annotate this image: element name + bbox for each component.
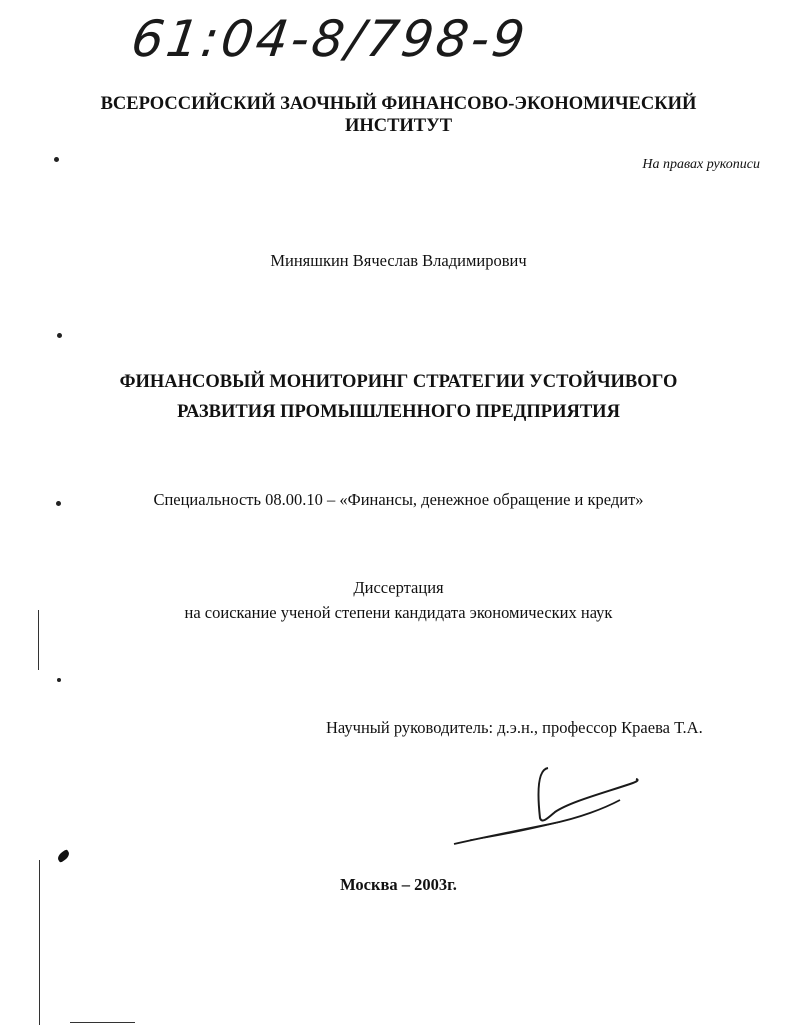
scan-mark [54, 157, 59, 162]
scan-smudge [56, 849, 71, 863]
scan-edge-line [38, 610, 39, 670]
thesis-title [0, 367, 797, 427]
institute-header [0, 93, 797, 137]
institute-line-1: ВСЕРОССИЙСКИЙ ЗАОЧНЫЙ ФИНАНСОВО-ЭКОНОМИЧЕСКИЙ [100, 94, 697, 114]
scan-mark [56, 501, 61, 506]
institute-line-2: ИНСТИТУТ [344, 116, 453, 136]
degree-line: на соискание ученой степени кандидата экономических наук [184, 603, 613, 622]
scan-edge-line [70, 1022, 135, 1023]
city-and-year: Москва – 2003г. [340, 875, 457, 894]
thesis-title-line-1: ФИНАНСОВЫЙ МОНИТОРИНГ СТРАТЕГИИ УСТОЙЧИВОГО [119, 372, 678, 392]
handwritten-catalog-number: 61:04-8/798-9 [127, 10, 532, 68]
scan-mark [57, 678, 61, 682]
specialty-line: Специальность 08.00.10 – «Финансы, денежное обращение и кредит» [153, 490, 644, 509]
supervisor-signature [440, 760, 660, 860]
supervisor-line: Научный руководитель: д.э.н., профессор Краева Т.А. [326, 718, 703, 737]
author-name: Миняшкин Вячеслав Владимирович [270, 251, 527, 270]
scan-edge-line [39, 860, 40, 1025]
manuscript-rights-note: На правах рукописи [642, 157, 760, 172]
thesis-title-line-2: РАЗВИТИЯ ПРОМЫШЛЕННОГО ПРЕДПРИЯТИЯ [177, 402, 620, 422]
scan-mark [57, 333, 62, 338]
dissertation-type: Диссертация [353, 578, 444, 597]
